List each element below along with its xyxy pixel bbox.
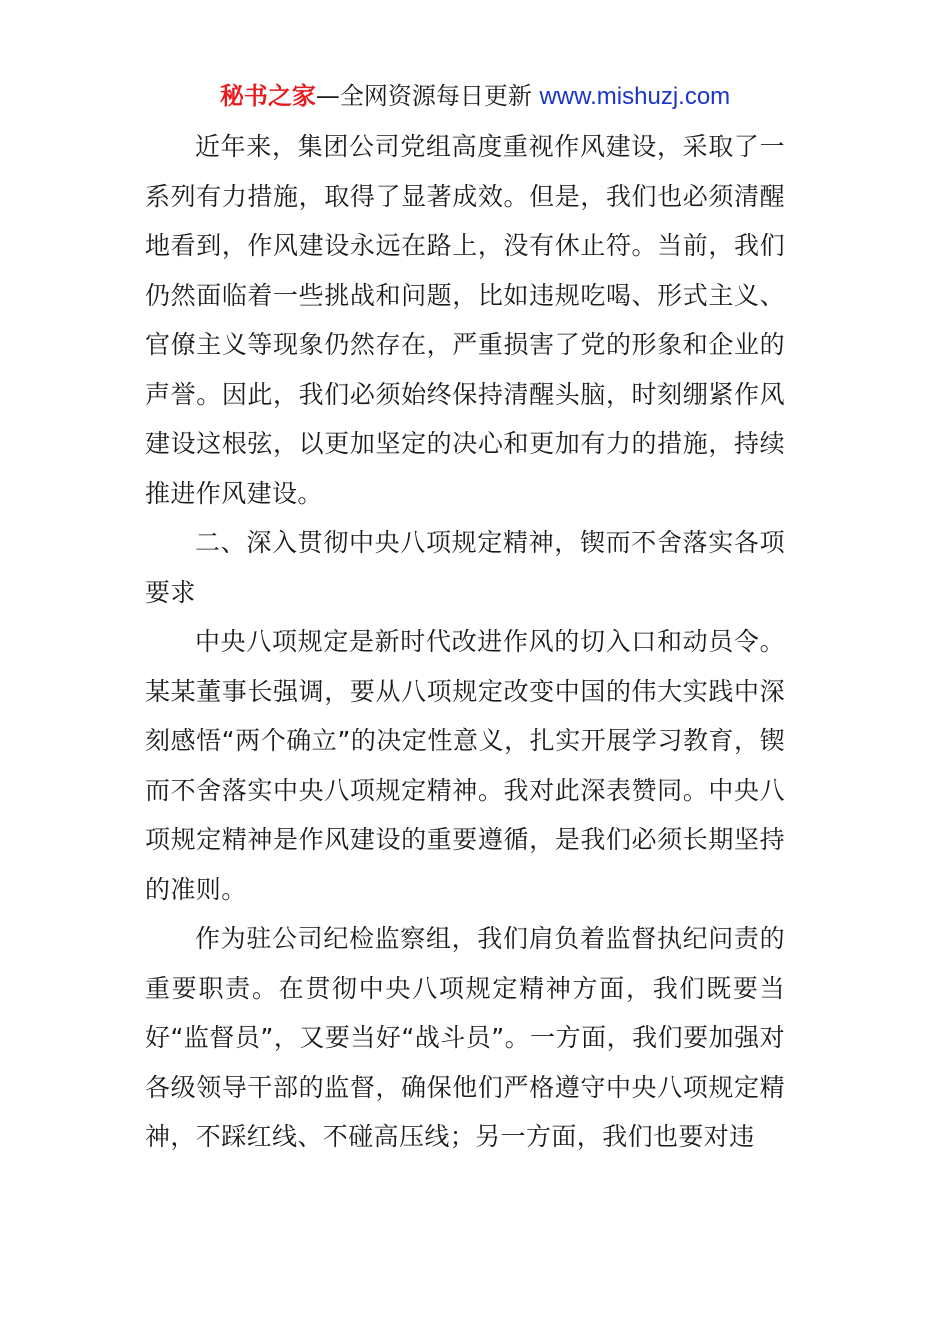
- paragraph-intro: 近年来，集团公司党组高度重视作风建设，采取了一系列有力措施，取得了显著成效。但是，我们也必须清醒地看到，作风建设永远在路上，没有休止符。当前，我们仍然面临着一些挑战和问题，比如违规吃喝、形式主义、官僚主义等现象仍然存在，严重损害了党的形象和企业的声誉。因此，我们必须始终保持清醒头脑，时刻绷紧作风建设这根弦，以更加坚定的决心和更加有力的措施，持续推进作风建设。: [145, 132, 785, 508]
- paragraph-supervision: 作为驻公司纪检监察组，我们肩负着监督执纪问责的重要职责。在贯彻中央八项规定精神方面，我们既要当好“监督员”，又要当好“战斗员”。一方面，我们要加强对各级领导干部的监督，确保他们严格遵守中央八项规定精神，不踩红线、不碰高压线；另一方面，我们也要对违: [145, 924, 785, 1151]
- brand-name: 秘书之家: [219, 82, 316, 110]
- header-slogan: —全网资源每日更新: [315, 82, 540, 110]
- document-header: [0, 80, 950, 113]
- paragraph-eight-rules: 中央八项规定是新时代改进作风的切入口和动员令。某某董事长强调，要从八项规定改变中国的伟大实践中深刻感悟“两个确立”的决定性意义，扎实开展学习教育，锲而不舍落实中央八项规定精神。我对此深表赞同。中央八项规定精神是作风建设的重要遵循，是我们必须长期坚持的准则。: [145, 627, 785, 904]
- section-heading: 二、深入贯彻中央八项规定精神，锲而不舍落实各项要求: [145, 528, 785, 607]
- website-link[interactable]: www.mishuzj.com: [539, 83, 731, 110]
- document-body: [145, 122, 785, 1162]
